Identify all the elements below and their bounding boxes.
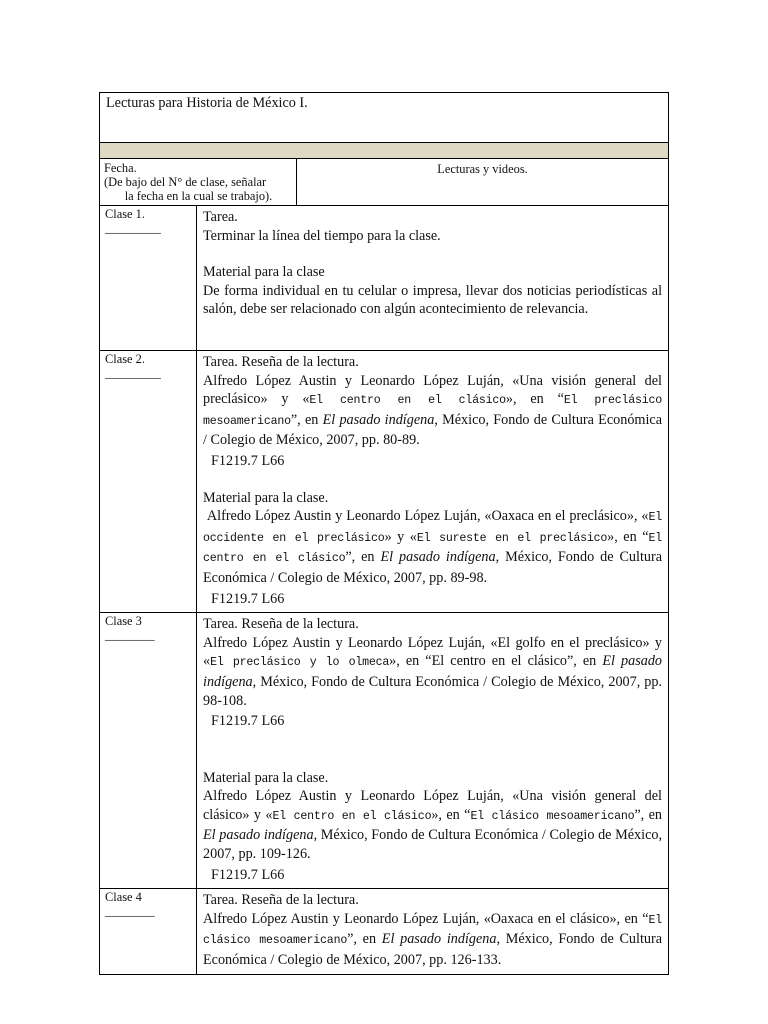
title-row bbox=[100, 93, 669, 143]
material-heading: Material para la clase. bbox=[203, 769, 329, 786]
class-row bbox=[100, 889, 669, 974]
class-content-cell bbox=[197, 613, 669, 889]
homework-heading: Tarea. Reseña de la lectura. bbox=[203, 354, 359, 370]
header-readings-cell bbox=[297, 159, 669, 206]
call-number: F1219.7 L66 bbox=[211, 452, 285, 469]
header-date-instruction-1: (De bajo del N° de clase, señalar bbox=[104, 175, 267, 189]
class-row bbox=[100, 206, 669, 351]
homework-reference: Alfredo López Austin y Leonardo López Luján, «El golfo en el preclásico» y «El preclásico y lo olmeca», en “El centro en el clásico”, en El pasado indígena, México, Fondo de Cultura Económica / Colegio de México, 2007, pp. 98-108. bbox=[203, 634, 663, 709]
class-label: Clase 1. bbox=[105, 207, 145, 221]
material-heading: Material para la clase bbox=[203, 264, 325, 281]
document-page bbox=[99, 92, 668, 975]
material-heading: Material para la clase. bbox=[203, 489, 329, 506]
readings-table bbox=[99, 92, 669, 975]
class-content-cell bbox=[197, 351, 669, 613]
class-content-cell bbox=[197, 889, 669, 974]
date-blank: _________ bbox=[105, 221, 161, 235]
class-date-cell bbox=[100, 613, 197, 889]
class-content-cell bbox=[197, 206, 669, 351]
header-date-cell bbox=[100, 159, 297, 206]
class-date-cell bbox=[100, 889, 197, 974]
document-title: Lecturas para Historia de México I. bbox=[100, 93, 669, 143]
material-reference: Alfredo López Austin y Leonardo López Luján, «Una visión general del clásico» y «El centro en el clásico», en “El clásico mesoamericano”, en El pasado indígena, México, Fondo de Cultura Económica / Colegio de México, 2007, pp. 109-126. bbox=[203, 788, 663, 863]
class-label: Clase 2. bbox=[105, 352, 145, 366]
header-readings-label: Lecturas y videos. bbox=[437, 162, 528, 176]
homework-heading: Tarea. Reseña de la lectura. bbox=[203, 892, 359, 909]
date-blank: _________ bbox=[105, 366, 161, 380]
homework-text: Terminar la línea del tiempo para la clase. bbox=[203, 227, 441, 244]
separator-row bbox=[100, 143, 669, 159]
material-reference: Alfredo López Austin y Leonardo López Luján, «Oaxaca en el preclásico», «El occidente en el preclásico» y «El sureste en el preclásico», en “El centro en el clásico”, en El pasado indígena, México, Fondo de Cultura Económica / Colegio de México, 2007, pp. 89-98. bbox=[203, 508, 663, 586]
header-date-instruction-2: la fecha en la cual se trabajo). bbox=[124, 189, 273, 203]
homework-reference: Alfredo López Austin y Leonardo López Luján, «Oaxaca en el clásico», en “El clásico mesoamericano”, en El pasado indígena, México, Fondo de Cultura Económica / Colegio de México, 2007, pp. 126-133. bbox=[203, 910, 663, 969]
class-label: Clase 3 bbox=[105, 614, 142, 629]
header-row bbox=[100, 159, 669, 206]
class-date-cell bbox=[100, 351, 197, 613]
class-row bbox=[100, 351, 669, 613]
homework-heading: Tarea. bbox=[203, 209, 238, 225]
homework-reference: Alfredo López Austin y Leonardo López Luján, «Una visión general del preclásico» y «El centro en el clásico», en “El preclásico mesoamericano”, en El pasado indígena, México, Fondo de Cultura Económica / Colegio de México, 2007, pp. 80-89. bbox=[203, 372, 663, 449]
class-row bbox=[100, 613, 669, 889]
call-number: F1219.7 L66 bbox=[211, 590, 285, 607]
date-blank: ________ bbox=[105, 904, 155, 919]
call-number: F1219.7 L66 bbox=[211, 866, 285, 883]
material-text: De forma individual en tu celular o impresa, llevar dos noticias periodísticas al salón, debe ser relacionado con algún acontecimiento de relevancia. bbox=[203, 282, 663, 318]
shaded-separator bbox=[100, 143, 669, 159]
homework-heading: Tarea. Reseña de la lectura. bbox=[203, 616, 359, 633]
date-blank: ________ bbox=[105, 628, 155, 643]
call-number: F1219.7 L66 bbox=[211, 713, 285, 730]
class-label: Clase 4 bbox=[105, 890, 142, 905]
class-date-cell bbox=[100, 206, 197, 351]
header-date-label: Fecha. bbox=[104, 161, 137, 175]
